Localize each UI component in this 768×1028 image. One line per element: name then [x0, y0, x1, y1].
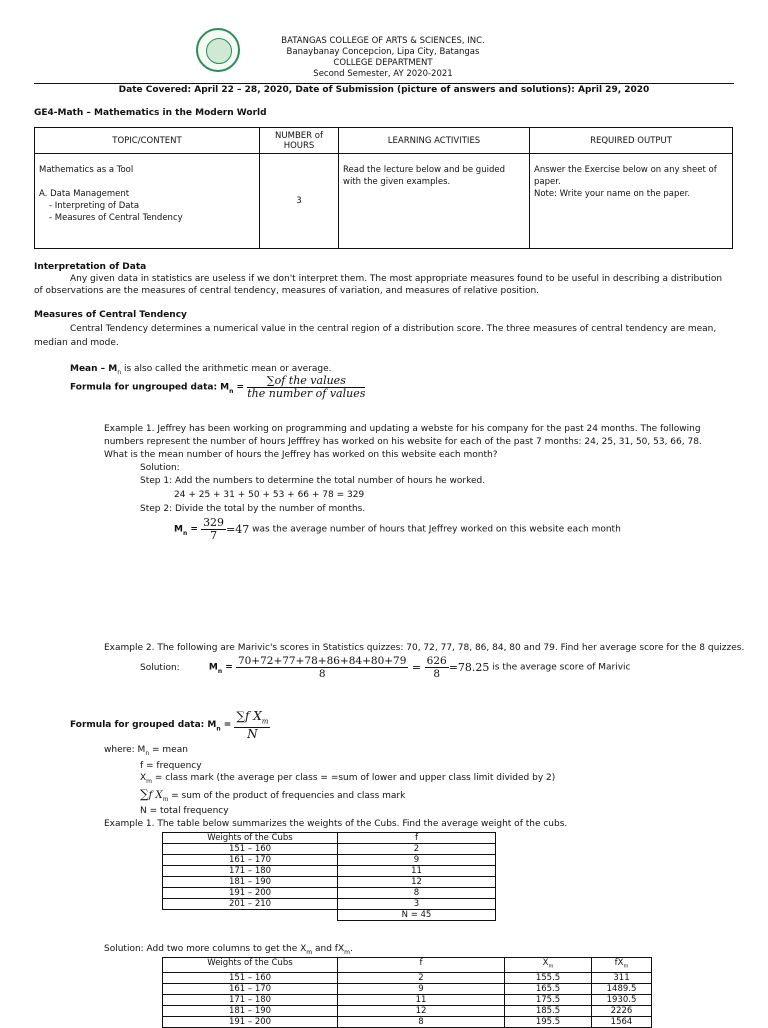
interpretation-heading: Interpretation of Data	[34, 262, 147, 272]
def-f: f = frequency	[140, 760, 202, 771]
ex2-num2: 626	[426, 655, 447, 667]
mean-sub: n	[117, 368, 122, 376]
example2-solution: Solution:	[140, 662, 180, 673]
activities-cell: Read the lecture below and be guided with the given examples.	[339, 154, 530, 249]
table-row: 191 – 200 8	[163, 888, 496, 899]
hours-cell: 3	[260, 154, 339, 249]
ungrouped-den: the number of values	[247, 387, 366, 400]
ex2-num1: 70+72+77+78+86+84+80+79	[237, 655, 407, 667]
table-row: 151 – 160 2 155.5 311	[163, 972, 652, 983]
central-body: Central Tendency determines a numerical value in the central region of a distribution score. The three measures of central tendency are mean, median and mode.	[34, 324, 717, 348]
mean-label: Mean – M	[70, 364, 118, 374]
topic-cell	[35, 154, 260, 249]
ex2-sub: n	[217, 667, 223, 675]
ex2-value: =78.25	[448, 661, 490, 674]
cubs-table	[162, 832, 496, 921]
ex2-den2: 8	[433, 668, 440, 680]
example1-text: Example 1. Jeffrey has been working on programming and updating a webste for his company for the past 24 months. The following numbers represent the number of hours Jefffrey has worked on his website for each of the past 7 months: 24, 25, 31, 50, 53, 66, 78. What is the mean number of hours the Jeffrey has worked on this website each month?	[104, 424, 702, 460]
ex1-sub: n	[182, 529, 188, 537]
ex1-result-text: was the average number of hours that Jeffrey worked on this website each month	[252, 524, 621, 535]
table-row: 171 – 180 11 175.5 1930.5	[163, 994, 652, 1005]
ungrouped-sub: n	[229, 387, 234, 395]
table-row: 191 – 200 8 195.5 1564	[163, 1016, 652, 1027]
cubs-total: N = 45	[338, 910, 496, 921]
example2-solution-row: Solution: $M_n$ = $\frac{70+72+77+78+86+84+80+79}{8}$ = $\frac{626}{8}$ =78.25 is the average score of Marivic	[140, 655, 631, 680]
example1-solution: Solution:	[140, 463, 180, 473]
sol-th-weights: Weights of the Cubs	[163, 958, 338, 973]
th-output: REQUIRED OUTPUT	[530, 128, 733, 154]
ex2-fraction-1	[236, 655, 408, 680]
ex1-num: 329	[203, 516, 225, 529]
topic-table	[34, 127, 733, 249]
ungrouped-num: ∑of the values	[247, 375, 365, 388]
table-row: 181 – 190 12	[163, 877, 496, 888]
th-activities: LEARNING ACTIVITIES	[339, 128, 530, 154]
table-row: 161 – 170 9 165.5 1489.5	[163, 983, 652, 994]
table-row: 151 – 160 2	[163, 844, 496, 855]
ex2-den1: 8	[318, 668, 326, 680]
grouped-fraction	[234, 710, 270, 740]
sol-th-f: f	[338, 958, 505, 973]
interpretation-body: Any given data in statistics are useless if we don't interpret them. The most appropriate measures found to be useful in describing a distribution of observations are the measures of central tendency, measures of variation, and measures of relative position.	[34, 274, 723, 296]
example3-text: Example 1. The table below summarizes the weights of the Cubs. Find the average weight of the cubs.	[104, 819, 568, 829]
header-rule	[34, 83, 734, 84]
th-hours: NUMBER of HOURS	[260, 128, 339, 154]
ex1-value: =47	[226, 523, 250, 536]
th-topic: TOPIC/CONTENT	[35, 128, 260, 154]
table-row: 201 – 210 3	[163, 899, 496, 910]
grouped-formula: Formula for grouped data: $M_n$ = $\frac{\sum f X_m}{N}$	[70, 709, 269, 742]
school-name: BATANGAS COLLEGE OF ARTS & SCIENCES, INC.	[281, 36, 485, 46]
def-xm: $X_m$ = class mark (the average per class = =sum of lower and upper class limit divided by 2)	[140, 772, 556, 785]
solution2-text: Solution: Add two more columns to get the $X_m$ and $fX_m$.	[104, 944, 353, 956]
sol-th-xm: $X_m$	[505, 958, 592, 973]
grouped-label: Formula for grouped data: M	[70, 720, 217, 731]
grouped-den: N	[247, 727, 258, 742]
mean-desc: is also called the arithmetic mean or average.	[121, 364, 332, 374]
table-row: 171 – 180 11	[163, 866, 496, 877]
solution-table	[162, 957, 652, 1028]
date-line: Date Covered: April 22 – 28, 2020, Date of Submission (picture of answers and solutions): April 29, 2020	[118, 85, 650, 95]
topic-line: A. Data Management	[39, 189, 130, 199]
output-cell	[530, 154, 733, 249]
table-row	[163, 910, 496, 921]
ungrouped-formula: Formula for ungrouped data: $M_n$ = $\frac{\text{∑of the values}}{\text{the number of values}}$	[70, 374, 366, 400]
cubs-th-f: f	[338, 833, 496, 844]
example1-sum: 24 + 25 + 31 + 50 + 53 + 66 + 78 = 329	[174, 490, 365, 500]
output-line: Note: Write your name on the paper.	[534, 189, 691, 199]
example1-step1: Step 1: Add the numbers to determine the total number of hours he worked.	[140, 476, 486, 486]
ex1-fraction	[201, 517, 226, 542]
course-title: GE4-Math – Mathematics in the Modern World	[34, 108, 267, 118]
grouped-num: ∑f $X_m$	[234, 710, 270, 728]
output-line: Answer the Exercise below on any sheet of paper.	[534, 165, 717, 187]
department: COLLEGE DEPARTMENT	[333, 58, 433, 68]
grouped-sub: n	[216, 725, 221, 733]
ungrouped-fraction	[247, 375, 365, 400]
sol-th-fxm: $fX_m$	[592, 958, 652, 973]
school-address: Banaybanay Concepcion, Lipa City, Batangas	[286, 47, 480, 57]
table-row: 161 – 170 9	[163, 855, 496, 866]
ungrouped-label: Formula for ungrouped data: M	[70, 382, 230, 393]
school-header	[250, 36, 516, 80]
example1-step2: Step 2: Divide the total by the number of months.	[140, 504, 366, 514]
grouped-definitions	[104, 744, 555, 817]
topic-line: - Measures of Central Tendency	[49, 213, 183, 223]
ex2-fraction-2	[425, 655, 449, 680]
central-heading: Measures of Central Tendency	[34, 310, 187, 320]
def-n: N = total frequency	[140, 806, 229, 817]
topic-line: Mathematics as a Tool	[39, 165, 134, 175]
def-mean: where: $M_n$ = mean	[104, 745, 188, 757]
semester: Second Semester, AY 2020-2021	[313, 69, 453, 79]
def-sum: ∑f $X_m$ = sum of the product of frequencies and class mark	[140, 786, 406, 803]
example2-text: Example 2. The following are Marivic's scores in Statistics quizzes: 70, 72, 77, 78, 86, 84, 80 and 79. Find her average score for the 8 quizzes.	[104, 643, 745, 653]
ex1-den: 7	[210, 529, 218, 542]
example1-result: $M_n$ = $\frac{329}{7}$ =47 was the average number of hours that Jeffrey worked on this website each month	[174, 516, 621, 542]
cubs-th-weights: Weights of the Cubs	[163, 833, 338, 844]
table-row: 181 – 190 12 185.5 2226	[163, 1005, 652, 1016]
school-logo	[196, 28, 240, 72]
topic-line: - Interpreting of Data	[49, 201, 140, 211]
ex2-result-text: is the average score of Marivic	[492, 662, 631, 673]
